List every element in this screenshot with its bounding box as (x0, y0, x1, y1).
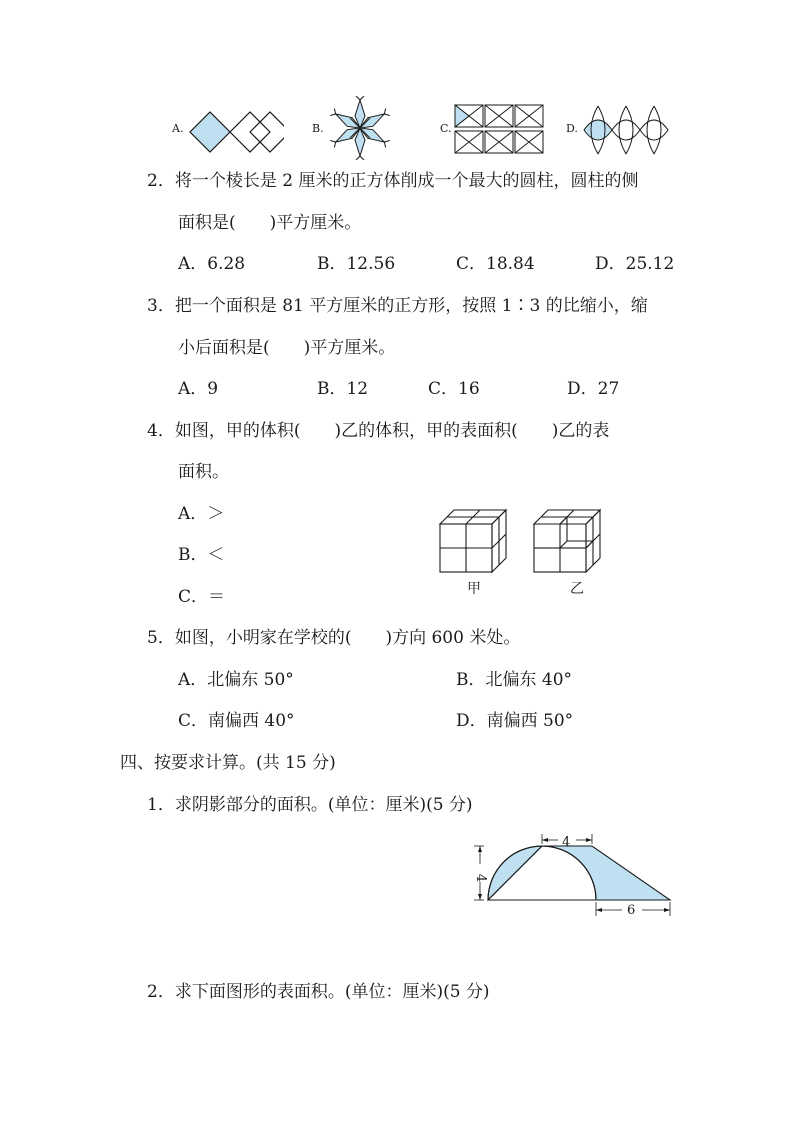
q3-line2: 小后面积是( )平方厘米。 (178, 338, 396, 358)
section4-title: 四、按要求计算。(共 15 分) (120, 753, 336, 773)
option-b-label: B. (312, 122, 324, 135)
dim-left-label: 4 (473, 873, 489, 883)
q3-choice-b[interactable]: B．12 (317, 379, 369, 399)
option-a-label: A. (172, 122, 184, 135)
section4-q2: 2．求下面图形的表面积。(单位：厘米)(5 分) (147, 982, 490, 1002)
q4-line1: 4．如图，甲的体积( )乙的体积，甲的表面积( )乙的表 (147, 421, 610, 441)
q4-choice-c[interactable]: C．＝ (178, 587, 226, 607)
q5-line1: 5．如图，小明家在学校的( )方向 600 米处。 (147, 628, 521, 648)
q4-line2: 面积。 (178, 462, 229, 482)
pattern-d-figure (580, 104, 672, 156)
option-c-label: C. (440, 122, 452, 135)
q3-line1: 3．把一个面积是 81 平方厘米的正方形，按照 1∶3 的比缩小，缩 (147, 296, 648, 316)
q3-choice-c[interactable]: C．16 (428, 379, 480, 399)
q5-choice-d[interactable]: D．南偏西 50° (456, 711, 574, 731)
section4-q1: 1．求阴影部分的面积。(单位：厘米)(5 分) (147, 795, 473, 815)
q3-choice-d[interactable]: D．27 (567, 379, 620, 399)
pattern-c-figure (454, 104, 546, 156)
q2-choice-b[interactable]: B．12.56 (317, 254, 396, 274)
cube-figures (436, 506, 612, 574)
pattern-a-figure (188, 110, 284, 154)
q5-choice-c[interactable]: C．南偏西 40° (178, 711, 295, 731)
q2-choice-a[interactable]: A．6.28 (178, 254, 246, 274)
label-jia: 甲 (467, 581, 481, 597)
q2-line1: 2．将一个棱长是 2 厘米的正方体削成一个最大的圆柱，圆柱的侧 (147, 171, 639, 191)
label-yi: 乙 (570, 581, 584, 597)
q4-choice-a[interactable]: A．＞ (178, 504, 225, 524)
q4-choice-b[interactable]: B．＜ (178, 545, 225, 565)
option-d-label: D. (566, 122, 578, 135)
q5-choice-a[interactable]: A．北偏东 50° (178, 670, 294, 690)
dim-top-label: 4 (562, 835, 571, 850)
shaded-area-figure (470, 830, 690, 922)
q2-choice-d[interactable]: D．25.12 (595, 254, 675, 274)
q5-choice-b[interactable]: B．北偏东 40° (456, 670, 573, 690)
q3-choice-a[interactable]: A．9 (178, 379, 219, 399)
q2-choice-c[interactable]: C．18.84 (456, 254, 535, 274)
pattern-b-figure (328, 96, 392, 160)
dim-bottom-label: 6 (627, 903, 636, 918)
q2-line2: 面积是( )平方厘米。 (178, 213, 362, 233)
